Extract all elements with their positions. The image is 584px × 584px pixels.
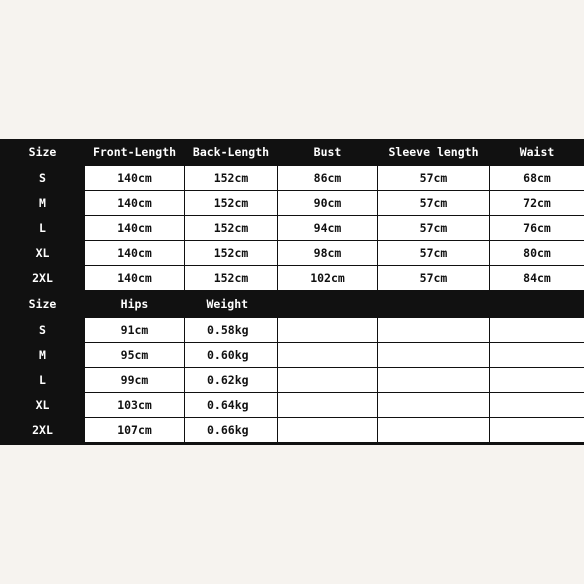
waist-cell: 68cm <box>490 166 584 191</box>
sleeve-length-cell: 57cm <box>378 266 490 291</box>
table2-header-empty <box>490 291 584 318</box>
table-row <box>1 241 584 266</box>
table1-header-sleeve-length: Sleeve length <box>378 139 490 166</box>
sleeve-length-cell: 57cm <box>378 166 490 191</box>
empty-cell <box>378 318 490 343</box>
table-row <box>1 418 584 443</box>
table-row <box>1 216 584 241</box>
empty-cell <box>490 418 584 443</box>
empty-cell <box>378 393 490 418</box>
front-length-cell: 140cm <box>85 216 185 241</box>
weight-cell: 0.58kg <box>185 318 278 343</box>
empty-cell <box>378 343 490 368</box>
table1-header-waist: Waist <box>490 139 584 166</box>
table1-header-row <box>1 139 584 166</box>
empty-cell <box>278 418 378 443</box>
empty-cell <box>490 318 584 343</box>
size-label: 2XL <box>1 266 85 291</box>
table-row <box>1 266 584 291</box>
empty-cell <box>378 418 490 443</box>
empty-cell <box>278 318 378 343</box>
bust-cell: 98cm <box>278 241 378 266</box>
waist-cell: 72cm <box>490 191 584 216</box>
table2-header-hips: Hips <box>85 291 185 318</box>
hips-cell: 107cm <box>85 418 185 443</box>
back-length-cell: 152cm <box>185 241 278 266</box>
size-label: L <box>1 368 85 393</box>
size-label: 2XL <box>1 418 85 443</box>
front-length-cell: 140cm <box>85 241 185 266</box>
size-table <box>0 139 584 443</box>
hips-cell: 99cm <box>85 368 185 393</box>
table2-header-row <box>1 291 584 318</box>
size-label: XL <box>1 241 85 266</box>
sleeve-length-cell: 57cm <box>378 216 490 241</box>
sleeve-length-cell: 57cm <box>378 241 490 266</box>
size-label: S <box>1 166 85 191</box>
table1-header-front-length: Front-Length <box>85 139 185 166</box>
table2-header-empty <box>278 291 378 318</box>
size-label: M <box>1 191 85 216</box>
bust-cell: 86cm <box>278 166 378 191</box>
sleeve-length-cell: 57cm <box>378 191 490 216</box>
hips-cell: 103cm <box>85 393 185 418</box>
weight-cell: 0.64kg <box>185 393 278 418</box>
back-length-cell: 152cm <box>185 191 278 216</box>
back-length-cell: 152cm <box>185 166 278 191</box>
hips-cell: 91cm <box>85 318 185 343</box>
empty-cell <box>378 368 490 393</box>
weight-cell: 0.66kg <box>185 418 278 443</box>
empty-cell <box>278 343 378 368</box>
size-chart <box>0 139 584 445</box>
table-row <box>1 166 584 191</box>
waist-cell: 84cm <box>490 266 584 291</box>
size-label: XL <box>1 393 85 418</box>
waist-cell: 76cm <box>490 216 584 241</box>
empty-cell <box>278 368 378 393</box>
empty-cell <box>278 393 378 418</box>
weight-cell: 0.60kg <box>185 343 278 368</box>
size-label: S <box>1 318 85 343</box>
table-row <box>1 191 584 216</box>
empty-cell <box>490 393 584 418</box>
empty-cell <box>490 343 584 368</box>
hips-cell: 95cm <box>85 343 185 368</box>
size-label: L <box>1 216 85 241</box>
size-label: M <box>1 343 85 368</box>
table2-header-empty <box>378 291 490 318</box>
table-row <box>1 393 584 418</box>
table1-header-size: Size <box>1 139 85 166</box>
weight-cell: 0.62kg <box>185 368 278 393</box>
table2-header-size: Size <box>1 291 85 318</box>
bust-cell: 94cm <box>278 216 378 241</box>
front-length-cell: 140cm <box>85 191 185 216</box>
bust-cell: 102cm <box>278 266 378 291</box>
table2-header-weight: Weight <box>185 291 278 318</box>
empty-cell <box>490 368 584 393</box>
back-length-cell: 152cm <box>185 266 278 291</box>
table-row <box>1 318 584 343</box>
front-length-cell: 140cm <box>85 266 185 291</box>
back-length-cell: 152cm <box>185 216 278 241</box>
table-row <box>1 368 584 393</box>
table1-header-bust: Bust <box>278 139 378 166</box>
table-row <box>1 343 584 368</box>
front-length-cell: 140cm <box>85 166 185 191</box>
table1-header-back-length: Back-Length <box>185 139 278 166</box>
bust-cell: 90cm <box>278 191 378 216</box>
waist-cell: 80cm <box>490 241 584 266</box>
